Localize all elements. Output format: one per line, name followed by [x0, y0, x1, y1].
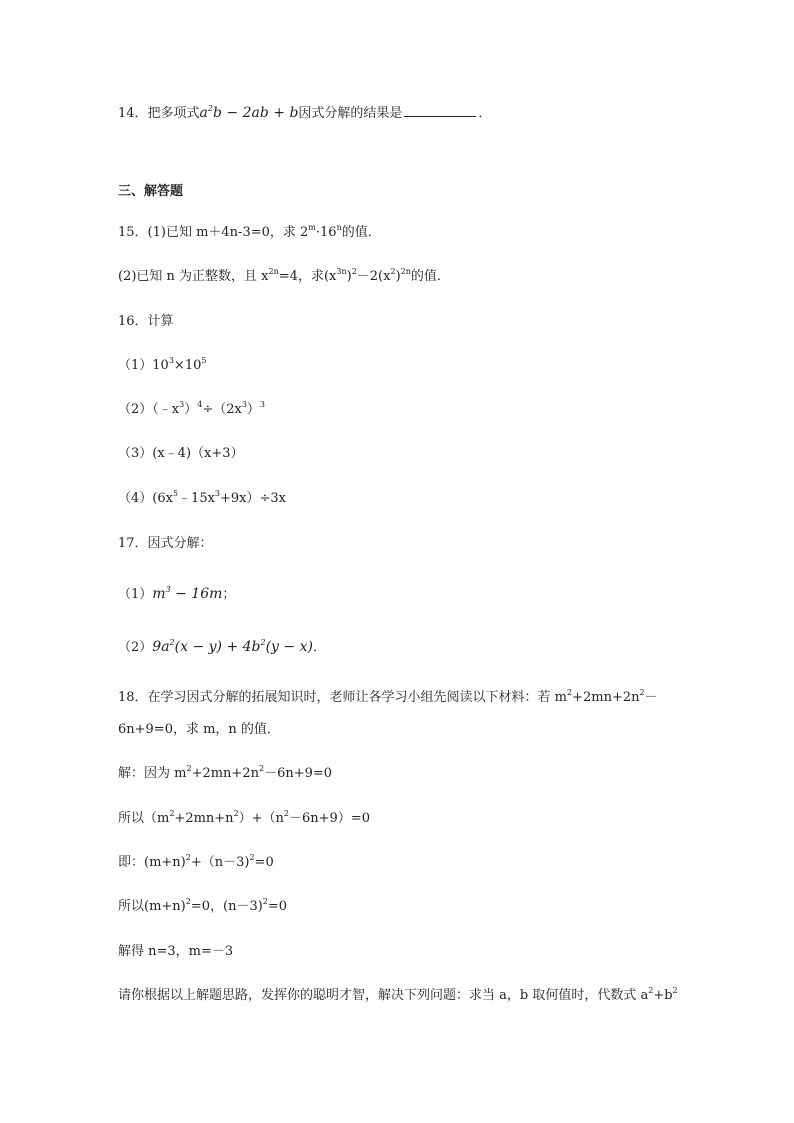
- question-16-title: 16．计算: [118, 314, 174, 329]
- question-17-title: 17．因式分解：: [118, 536, 213, 551]
- question-17-item-2-expression: $9a^2(x - y) + 4b^2(y - x)$: [152, 638, 313, 655]
- question-14-end: ．: [478, 106, 492, 121]
- solution-line-5: 解得 n=3，m=－3: [118, 944, 234, 959]
- question-17-item-1-label: （1）: [118, 587, 153, 602]
- question-18-line-1: 18．在学习因式分解的拓展知识时，老师让各学习小组先阅读以下材料：若 $m^2+2mn+2n^2-$: [118, 688, 658, 705]
- question-14: [118, 104, 491, 123]
- solution-line-1: 解：因为 $m^2+2mn+2n^2-6n+9=0$: [118, 764, 333, 781]
- question-16-item-4: $(4)(6x^5﹣15x^3+9x)\div 3x$: [118, 489, 287, 506]
- solution-line-4: 所以$(m+n)^2=0$，$(n-3)^2=0$: [118, 897, 288, 914]
- question-17-item-2-label: （2）: [118, 640, 153, 655]
- question-17-item-1-end: ；: [222, 587, 236, 602]
- answer-blank[interactable]: [404, 104, 476, 117]
- solution-line-3: 即：$(m+n)^2+(n-3)^2=0$: [118, 853, 274, 870]
- question-17-item-1-expression: $m^3 - 16m$: [152, 585, 223, 602]
- question-16-item-3: （3）(x﹣4)（x+3）: [118, 446, 244, 461]
- question-16-item-2: $(2)(﹣x^3)^4\div(2x^3)^3$: [118, 400, 266, 417]
- question-14-suffix: 因式分解的结果是: [298, 106, 403, 121]
- section-heading: 三、解答题: [118, 184, 184, 199]
- question-14-expression: $a^2b - 2ab + b$: [199, 104, 299, 121]
- question-18-line-2: 6n+9=0，求 m，n 的值．: [118, 722, 280, 737]
- question-17-item-2-end: ．: [312, 640, 326, 655]
- question-15-part-1: 15．(1)已知 m＋4n-3=0，求 $2^m\cdot 16^n$的值．: [118, 223, 381, 240]
- question-15-part-2: (2)已知 n 为正整数，且 $x^{2n}=4$，求$(x^{3n})^2-2(x^2)^{2n}$的值．: [118, 267, 450, 284]
- question-17-item-2: [118, 638, 326, 657]
- solution-line-2: 所以$(m^2+2mn+n^2)+(n^2-6n+9)=0$: [118, 809, 370, 826]
- question-18-task: 请你根据以上解题思路，发挥你的聪明才智，解决下列问题：求当 a，b 取何值时，代数式 $a^2+b^2$: [118, 986, 678, 1003]
- question-16-item-1: $(1)10^3\times 10^5$: [118, 356, 207, 373]
- question-14-prefix: 14．把多项式: [118, 106, 200, 121]
- question-17-item-1: [118, 585, 235, 604]
